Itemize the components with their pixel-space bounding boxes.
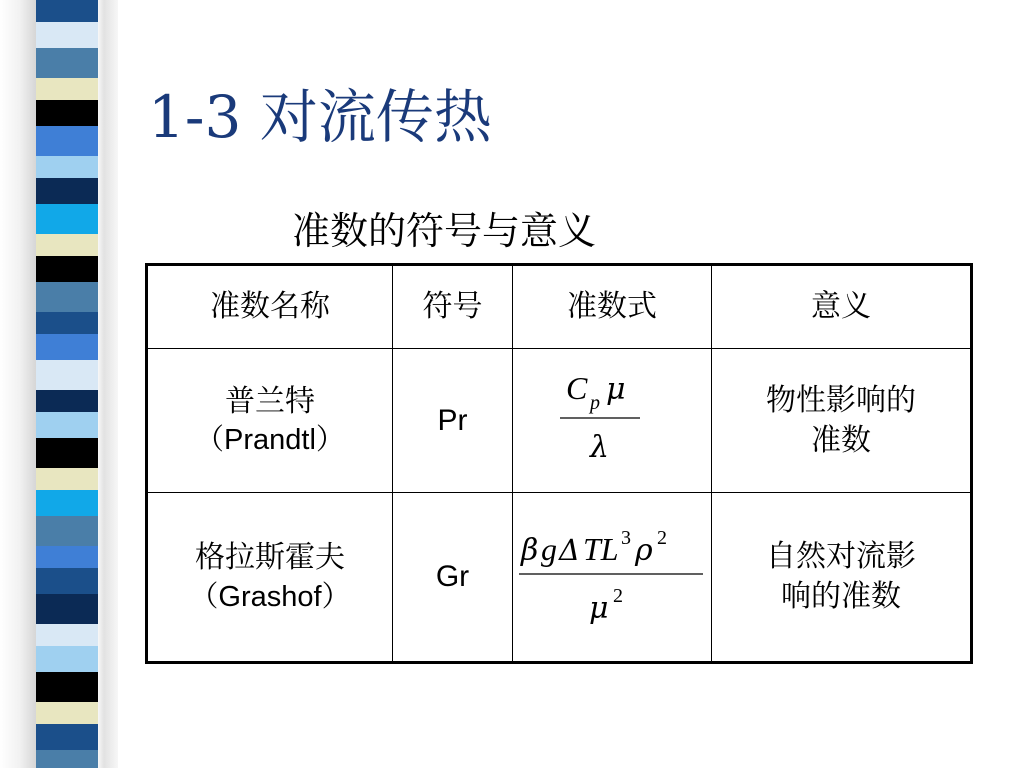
decorative-stripe [36, 156, 98, 178]
decorative-stripe [36, 282, 98, 312]
name-chinese: 普兰特 [225, 383, 315, 419]
decorative-stripe [36, 78, 98, 100]
cell-symbol: Pr [393, 349, 513, 493]
page-title: 1-3 对流传热 [148, 83, 492, 151]
dimensionless-numbers-table [145, 263, 973, 664]
decorative-stripe [36, 100, 98, 126]
svg-text:2: 2 [657, 527, 667, 549]
meaning-line-2: 响的准数 [781, 579, 901, 614]
decorative-stripe [36, 468, 98, 490]
svg-text:TL: TL [583, 531, 619, 567]
cell-meaning [712, 493, 972, 663]
decorative-stripe [36, 546, 98, 568]
decorative-stripe [36, 750, 98, 768]
meaning-line-1: 自然对流影 [766, 539, 916, 575]
svg-text:C: C [566, 369, 588, 406]
decorative-stripe [36, 568, 98, 594]
cell-meaning [712, 349, 972, 493]
decorative-stripe [36, 126, 98, 156]
cell-formula [513, 493, 712, 663]
svg-text:3: 3 [621, 527, 631, 549]
svg-text:μ: μ [606, 371, 626, 407]
prandtl-formula [552, 369, 672, 473]
name-english: （Prandtl） [195, 424, 345, 457]
cell-formula [513, 349, 712, 493]
decorative-stripe [36, 312, 98, 334]
table-row-grashof [147, 493, 972, 663]
decorative-stripe [36, 178, 98, 204]
svg-text:μ: μ [589, 591, 609, 626]
svg-text:λ: λ [590, 429, 610, 465]
decorative-stripe [36, 702, 98, 724]
meaning-line-1: 物性影响的 [766, 382, 916, 418]
decorative-stripe [36, 0, 98, 22]
name-chinese: 格拉斯霍夫 [195, 540, 345, 576]
decorative-stripe [36, 412, 98, 438]
decorative-stripe [36, 22, 98, 48]
cell-name [147, 493, 393, 663]
decorative-stripe [36, 360, 98, 390]
table-caption: 准数的符号与意义 [292, 209, 597, 253]
header-symbol: 符号 [393, 265, 513, 349]
svg-text:2: 2 [613, 585, 623, 607]
decorative-stripe [36, 390, 98, 412]
header-name: 准数名称 [147, 265, 393, 349]
svg-text:g: g [541, 531, 557, 567]
decorative-stripe [36, 516, 98, 546]
cell-symbol: Gr [393, 493, 513, 663]
cell-name [147, 349, 393, 493]
decorative-stripe [36, 624, 98, 646]
decorative-stripes [36, 0, 98, 768]
svg-text:ρ: ρ [635, 533, 653, 568]
decorative-stripe [36, 672, 98, 702]
decorative-stripe [36, 646, 98, 672]
decorative-stripe [36, 234, 98, 256]
svg-text:Δ: Δ [559, 533, 580, 567]
decorative-stripe [36, 256, 98, 282]
decorative-stripe [36, 48, 98, 78]
grashof-formula [517, 522, 707, 632]
name-english: （Grashof） [189, 580, 351, 613]
decorative-stripe [36, 594, 98, 624]
decorative-side-bar [0, 0, 118, 768]
decorative-stripe [36, 204, 98, 234]
table-header-row [147, 265, 972, 349]
decorative-stripe [36, 724, 98, 750]
svg-text:β: β [521, 533, 539, 568]
decorative-stripe [36, 490, 98, 516]
table-row-prandtl [147, 349, 972, 493]
header-formula: 准数式 [513, 265, 712, 349]
decorative-stripe [36, 334, 98, 360]
svg-text:p: p [590, 391, 600, 414]
decorative-stripe [36, 438, 98, 468]
meaning-line-2: 准数 [811, 422, 871, 458]
header-meaning: 意义 [712, 265, 972, 349]
